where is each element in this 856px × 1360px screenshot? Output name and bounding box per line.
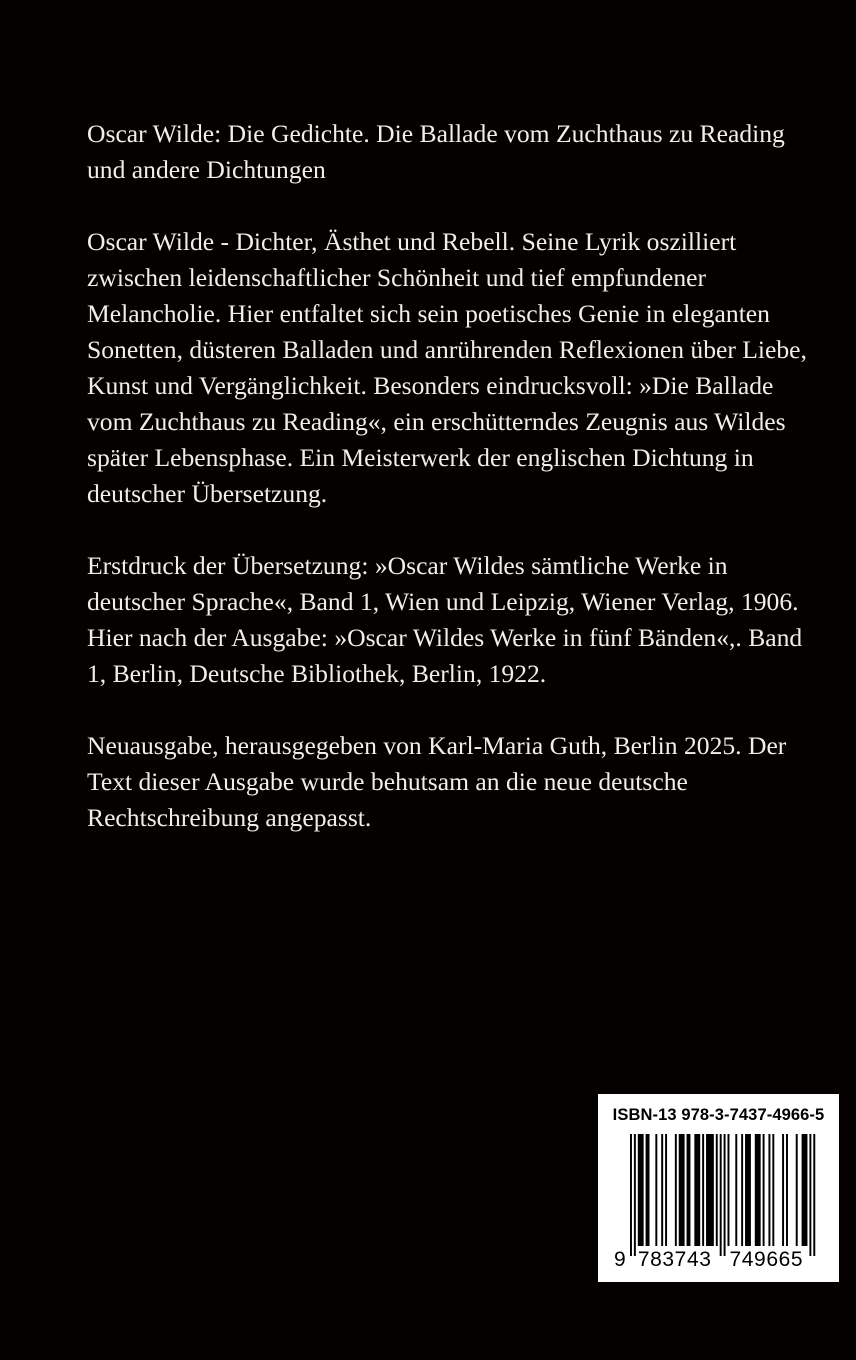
barcode-bar xyxy=(646,1134,650,1246)
barcode-bar xyxy=(782,1134,784,1246)
barcode-digits-right: 749665 xyxy=(729,1248,804,1271)
description-paragraph: Oscar Wilde - Dichter, Ästhet und Rebell. Seine Lyrik oszilliert zwischen leidenschaftlicher Schönheit und tief empfundener Melancholie. Hier entfaltet sich sein poetisches Genie in eleganten Sonetten, düsteren Balladen und anrührenden Reflexionen über Liebe, Kunst und Vergänglichkeit. Besonders eindrucksvoll: »Die Ballade vom Zuchthaus zu Reading«, ein erschütterndes Zeugnis aus Wildes später Lebensphase. Ein Meisterwerk der englischen Dichtung in deutscher Übersetzung. xyxy=(87,227,807,508)
barcode-bar xyxy=(675,1134,677,1246)
barcode-digits-left: 783743 xyxy=(637,1248,712,1271)
barcode-bar xyxy=(796,1134,798,1246)
barcode-bar xyxy=(763,1134,765,1246)
barcode-guard-bar xyxy=(813,1134,815,1256)
first-edition-paragraph: Erstdruck der Übersetzung: »Oscar Wildes sämtliche Werke in deutscher Sprache«, Band 1, Wien und Leipzig, Wiener Verlag, 1906. Hier nach der Ausgabe: »Oscar Wildes Werke in fünf Bänden«,. Band 1, Berlin, Deutsche Bibliothek, Berlin, 1922. xyxy=(87,551,803,688)
barcode-bar xyxy=(802,1134,808,1246)
barcode-guard-bar xyxy=(720,1134,722,1256)
barcode-guard-bar xyxy=(634,1134,636,1256)
barcode-bar xyxy=(728,1134,730,1246)
barcode-bar xyxy=(716,1134,718,1246)
isbn-barcode-box xyxy=(598,1094,839,1282)
blurb-text-block xyxy=(87,116,817,872)
barcode-bar xyxy=(741,1134,743,1246)
barcode-bar xyxy=(755,1134,761,1246)
barcode-bar xyxy=(638,1134,644,1246)
barcode-bar xyxy=(661,1134,663,1246)
barcode-bar xyxy=(665,1134,667,1246)
barcode-guard-bar xyxy=(724,1134,726,1256)
barcode-bar xyxy=(786,1134,788,1246)
barcode-bar xyxy=(694,1134,700,1246)
barcode-bar xyxy=(768,1134,770,1246)
barcode-bar xyxy=(735,1134,737,1246)
barcode-bar xyxy=(706,1134,714,1246)
barcode-guard-bar xyxy=(630,1134,632,1256)
barcode-bar xyxy=(687,1134,691,1246)
barcode-guard-bar xyxy=(809,1134,811,1256)
barcode-bar xyxy=(745,1134,751,1246)
book-title-paragraph: Oscar Wilde: Die Gedichte. Die Ballade vom Zuchthaus zu Reading und andere Dichtungen xyxy=(87,119,785,184)
barcode-bar xyxy=(772,1134,774,1246)
new-edition-paragraph: Neuausgabe, herausgegeben von Karl-Maria Guth, Berlin 2025. Der Text dieser Ausgabe wurde behutsam an die neue deutsche Rechtschreibung angepasst. xyxy=(87,731,787,832)
barcode-bar xyxy=(679,1134,685,1246)
barcode-bar xyxy=(702,1134,704,1246)
isbn-label: ISBN-13 978-3-7437-4966-5 xyxy=(612,1106,825,1124)
barcode-digit-first: 9 xyxy=(614,1248,627,1271)
barcode-bar xyxy=(655,1134,657,1246)
